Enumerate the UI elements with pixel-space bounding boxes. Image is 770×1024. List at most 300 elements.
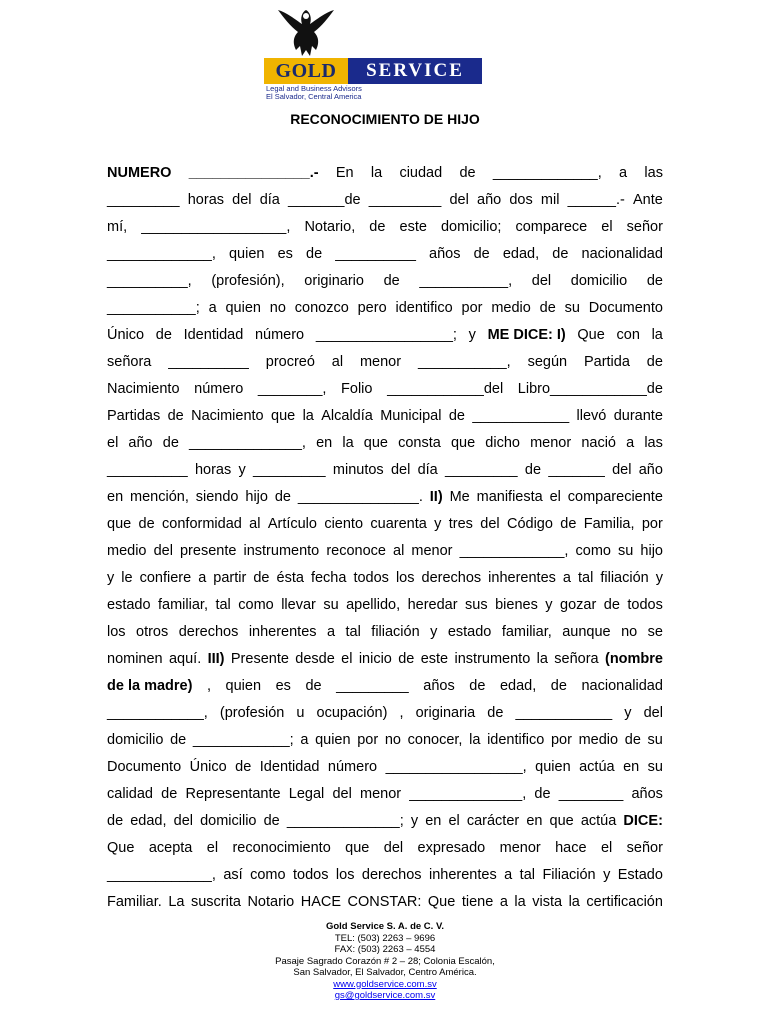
word: identifico — [395, 300, 453, 316]
text-line — [107, 864, 663, 891]
word: reconoce — [326, 543, 386, 559]
word: señora — [554, 651, 599, 667]
document-title: RECONOCIMIENTO DE HIJO — [290, 111, 480, 127]
word: Partida — [583, 354, 630, 370]
word: de — [170, 732, 187, 748]
word: _________________, — [385, 759, 527, 775]
word: los — [395, 570, 415, 586]
word: u — [296, 705, 305, 721]
word: como — [250, 867, 286, 883]
word: cuarenta — [370, 516, 427, 532]
word: señora — [107, 354, 152, 370]
footer-website-link[interactable]: www.goldservice.com.sv — [333, 978, 437, 990]
word: ____________ — [515, 705, 613, 721]
word: _______________. — [297, 489, 423, 505]
word: Documento — [588, 300, 663, 316]
word: Legal — [288, 786, 325, 802]
word: este — [399, 219, 427, 235]
word: ____________; — [192, 732, 294, 748]
word: del — [480, 516, 500, 532]
text-line — [107, 675, 663, 702]
word: la — [651, 327, 663, 343]
word: Código — [506, 516, 553, 532]
word: __________________, — [141, 219, 291, 235]
word: consta — [398, 435, 441, 451]
word: que — [271, 408, 296, 424]
word: Familia, — [583, 516, 635, 532]
word: partir — [213, 570, 247, 586]
text-line — [107, 405, 663, 432]
word: filiación — [371, 624, 420, 640]
word: señor — [626, 219, 663, 235]
word: conozco — [294, 300, 349, 316]
word: el — [107, 435, 119, 451]
word: por — [550, 732, 572, 748]
text-line — [107, 486, 663, 513]
word: todos — [293, 867, 329, 883]
word: de — [487, 705, 504, 721]
word: actúa — [579, 759, 615, 775]
word: carácter — [466, 813, 520, 829]
word: del — [153, 543, 173, 559]
logo-gold-text: GOLD — [264, 58, 348, 84]
word: _____________, — [459, 543, 569, 559]
word: de — [552, 246, 569, 262]
word: Que — [577, 327, 605, 343]
word: Que — [107, 840, 135, 856]
word: CONSTAR: — [347, 894, 422, 910]
word: nominen — [107, 651, 163, 667]
word: la — [469, 732, 481, 748]
word: de — [369, 219, 386, 235]
text-line — [107, 567, 663, 594]
word: ______________; — [286, 813, 404, 829]
text-line — [107, 513, 663, 540]
word: quien — [225, 678, 262, 694]
word: por — [357, 732, 379, 748]
word: actúa — [580, 813, 617, 829]
word: a — [300, 732, 309, 748]
word: aquí. — [168, 651, 202, 667]
word: domicilio — [107, 732, 164, 748]
word: a — [626, 435, 635, 451]
word: de — [624, 732, 641, 748]
word: certificación — [586, 894, 663, 910]
document-body — [107, 162, 663, 918]
footer-address-1: Pasaje Sagrado Corazón # 2 – 28; Colonia Escalón, — [275, 955, 495, 967]
word: reconocimiento — [232, 840, 331, 856]
word: DICE: — [623, 813, 663, 829]
word: no — [621, 624, 638, 640]
word: siendo — [195, 489, 239, 505]
word: a — [198, 570, 207, 586]
word: no — [269, 300, 286, 316]
word: de — [235, 759, 252, 775]
word: número — [194, 381, 244, 397]
word: tres — [448, 516, 473, 532]
word: En — [335, 165, 354, 181]
word: domicilio — [570, 273, 628, 289]
word: inherentes — [429, 867, 497, 883]
word: no — [384, 732, 401, 748]
word: la — [568, 894, 580, 910]
word: , — [206, 678, 211, 694]
word: Estado — [617, 867, 663, 883]
company-logo — [264, 6, 484, 101]
word: quien — [228, 246, 265, 262]
word: identifico — [487, 732, 545, 748]
word: procreó — [265, 354, 315, 370]
word: llevó — [576, 408, 607, 424]
text-line — [107, 891, 663, 918]
word: número — [327, 759, 378, 775]
word: que — [450, 435, 476, 451]
word: vista — [532, 894, 563, 910]
word: de la madre) — [107, 678, 193, 694]
word: años — [429, 246, 461, 262]
word: Alcaldía — [321, 408, 373, 424]
word: medio — [491, 300, 531, 316]
word: este — [420, 651, 449, 667]
word: ___________; — [107, 300, 200, 316]
word: de — [274, 489, 291, 505]
word: (profesión — [219, 705, 285, 721]
word: edad, — [499, 678, 537, 694]
text-line — [107, 756, 663, 783]
word: Notario, — [304, 219, 356, 235]
word: instrumento — [243, 543, 320, 559]
word: ___________, — [419, 273, 513, 289]
word: y — [238, 462, 246, 478]
word: Folio — [341, 381, 373, 397]
word: a — [326, 624, 336, 640]
word: ciento — [324, 516, 364, 532]
word: horas — [194, 462, 232, 478]
word: comparece — [515, 219, 588, 235]
word: de — [305, 678, 322, 694]
word: a — [562, 570, 571, 586]
text-line — [107, 729, 663, 756]
word: tal — [578, 570, 594, 586]
word: de — [167, 408, 184, 424]
word: _________ — [368, 192, 442, 208]
word: menor — [411, 543, 453, 559]
word: Me — [449, 489, 470, 505]
word: ___________, — [417, 354, 511, 370]
word: años — [631, 786, 663, 802]
word: Ante — [633, 192, 663, 208]
text-line — [107, 297, 663, 324]
word: del — [390, 462, 411, 478]
logo-tagline-line-1: Legal and Business Advisors — [266, 84, 362, 93]
logo-tagline-line-2: El Salvador, Central America — [266, 92, 362, 101]
word: originaria — [415, 705, 476, 721]
word: tal — [345, 624, 361, 640]
logo-service-text: SERVICE — [348, 58, 482, 84]
word: su — [564, 300, 580, 316]
text-line — [107, 810, 663, 837]
word: de — [162, 435, 179, 451]
word: Nacimiento — [107, 381, 180, 397]
word: estado — [107, 597, 151, 613]
eagle-icon — [276, 6, 336, 62]
text-line — [107, 783, 663, 810]
word: que — [363, 435, 388, 451]
word: y — [434, 516, 442, 532]
word: de — [539, 300, 556, 316]
word: heredar — [407, 597, 458, 613]
word: como — [575, 543, 611, 559]
word: el — [341, 651, 353, 667]
word: HACE — [300, 894, 342, 910]
word: NUMERO — [107, 165, 172, 181]
word: su — [323, 597, 339, 613]
word: quien — [535, 759, 571, 775]
word: de — [253, 570, 270, 586]
word: y — [545, 597, 553, 613]
word: con — [616, 327, 640, 343]
word: mí, — [107, 219, 128, 235]
word: a — [504, 867, 513, 883]
word: __________ — [335, 246, 416, 262]
word: año — [128, 435, 153, 451]
word: del — [612, 462, 632, 478]
word: suscrita — [190, 894, 241, 910]
word: edad, — [502, 246, 540, 262]
word: de — [473, 246, 490, 262]
word: menor — [530, 435, 572, 451]
word: en — [425, 813, 442, 829]
word: originario — [304, 273, 364, 289]
word: domicilio — [200, 813, 257, 829]
word: en — [526, 813, 543, 829]
word: la — [536, 651, 548, 667]
word: _______ — [548, 462, 605, 478]
word: en — [316, 435, 333, 451]
word: Partidas — [107, 408, 161, 424]
word: de — [398, 651, 415, 667]
word: , — [399, 705, 404, 721]
logo-banner — [264, 58, 482, 84]
word: año — [477, 192, 502, 208]
word: hace — [555, 840, 587, 856]
word: Único — [107, 327, 145, 343]
word: calidad — [107, 786, 153, 802]
word: a — [619, 165, 628, 181]
word: dos — [509, 192, 533, 208]
word: familiar, — [501, 624, 552, 640]
word: compareciente — [567, 489, 663, 505]
word: __________ — [107, 462, 188, 478]
word: desde — [295, 651, 335, 667]
logo-tagline — [266, 85, 362, 101]
text-line — [107, 459, 663, 486]
word: su — [647, 759, 663, 775]
word: al — [331, 354, 344, 370]
text-line — [107, 243, 663, 270]
word: dicho — [485, 435, 520, 451]
word: años — [423, 678, 455, 694]
word: de — [107, 813, 124, 829]
word: Notario — [247, 894, 295, 910]
word: _________ — [336, 678, 409, 694]
word: tal — [215, 597, 231, 613]
word: instrumento — [454, 651, 531, 667]
word: la — [514, 894, 526, 910]
word: las — [644, 435, 663, 451]
word: Que — [427, 894, 456, 910]
word: la — [342, 435, 354, 451]
word: del — [531, 273, 552, 289]
word: su — [618, 543, 634, 559]
word: Municipal — [380, 408, 442, 424]
word: Representante — [185, 786, 281, 802]
word: ________ — [558, 786, 624, 802]
word: a — [499, 894, 508, 910]
word: domicilio; — [440, 219, 502, 235]
word: ____________, — [107, 705, 208, 721]
word: de — [161, 786, 178, 802]
word: aunque — [562, 624, 611, 640]
word: de — [560, 516, 577, 532]
word: día — [259, 192, 280, 208]
word: de — [534, 786, 551, 802]
word: inherentes — [248, 624, 317, 640]
word: hijo — [640, 543, 663, 559]
word: _______________.- — [188, 165, 319, 181]
word: de — [448, 408, 465, 424]
word: del — [173, 813, 193, 829]
word: de — [524, 462, 542, 478]
word: su — [647, 732, 663, 748]
text-line — [107, 648, 663, 675]
word: de — [646, 273, 663, 289]
word: menor — [360, 786, 402, 802]
footer-company: Gold Service S. A. de C. V. — [325, 921, 445, 932]
word: según — [527, 354, 568, 370]
footer-tel: TEL: (503) 2263 – 9696 — [334, 932, 436, 944]
word: Identidad — [259, 759, 320, 775]
word: de — [459, 165, 476, 181]
word: gozar — [560, 597, 597, 613]
word: la — [370, 165, 383, 181]
word: derechos — [178, 624, 239, 640]
word: _______de — [288, 192, 361, 208]
word: y — [410, 813, 419, 829]
word: en — [107, 489, 124, 505]
word: todos — [353, 570, 389, 586]
word: confiere — [139, 570, 192, 586]
word: ____________del — [387, 381, 504, 397]
text-line — [107, 432, 663, 459]
word: nacionalidad — [581, 246, 663, 262]
word: conocer, — [407, 732, 463, 748]
word: las — [644, 165, 663, 181]
word: de — [263, 813, 280, 829]
word: conformidad — [162, 516, 242, 532]
footer-fax: FAX: (503) 2263 – 4554 — [334, 944, 436, 955]
word: Identidad — [183, 327, 244, 343]
word: que — [549, 813, 574, 829]
word: Documento — [107, 759, 182, 775]
word: _____________, — [107, 246, 216, 262]
word: mil — [540, 192, 560, 208]
word: _________ — [107, 192, 180, 208]
word: y — [655, 570, 663, 586]
word: Familiar. — [107, 894, 162, 910]
word: es — [277, 246, 293, 262]
word: nació — [581, 435, 616, 451]
word: expresado — [417, 840, 486, 856]
word: III) — [207, 651, 225, 667]
word: hijo — [245, 489, 268, 505]
word: de — [603, 597, 620, 613]
word: presente — [179, 543, 237, 559]
word: nacionalidad — [581, 678, 663, 694]
word: II) — [429, 489, 443, 505]
word: como — [238, 597, 274, 613]
word: a — [208, 300, 217, 316]
word: mención, — [130, 489, 189, 505]
word: el — [206, 840, 219, 856]
word: ____________ — [472, 408, 570, 424]
word: día — [417, 462, 438, 478]
word: es — [275, 678, 291, 694]
word: el — [448, 813, 460, 829]
word: filiación — [600, 570, 649, 586]
word: así — [223, 867, 243, 883]
word: ciudad — [399, 165, 443, 181]
word: del — [449, 192, 469, 208]
word: los — [335, 867, 355, 883]
word: tal — [519, 867, 535, 883]
word: Libro____________de — [517, 381, 663, 397]
word: la — [302, 408, 314, 424]
word: pero — [357, 300, 387, 316]
footer-email-link[interactable]: gs@goldservice.com.sv — [334, 990, 436, 1001]
word: La — [168, 894, 185, 910]
word: sus — [465, 597, 488, 613]
word: ME DICE: I) — [487, 327, 566, 343]
word: inherentes — [488, 570, 556, 586]
word: ______________, — [189, 435, 306, 451]
word: y — [430, 624, 438, 640]
word: minutos — [332, 462, 384, 478]
text-line — [107, 270, 663, 297]
word: _________ — [445, 462, 518, 478]
word: en — [623, 759, 640, 775]
word: el — [549, 489, 561, 505]
text-line — [107, 189, 663, 216]
text-line — [107, 540, 663, 567]
word: de — [646, 354, 663, 370]
word: y — [624, 705, 632, 721]
word: de — [138, 516, 155, 532]
word: se — [647, 624, 663, 640]
text-line — [107, 594, 663, 621]
word: ______.- — [567, 192, 625, 208]
word: menor — [359, 354, 402, 370]
word: medio — [107, 543, 147, 559]
word: Filiación — [542, 867, 596, 883]
word: ésta — [276, 570, 304, 586]
word: quien — [315, 732, 351, 748]
word: __________ — [168, 354, 249, 370]
word: los — [107, 624, 126, 640]
page-footer — [0, 921, 770, 1002]
word: del — [383, 840, 404, 856]
word: (nombre — [604, 651, 663, 667]
